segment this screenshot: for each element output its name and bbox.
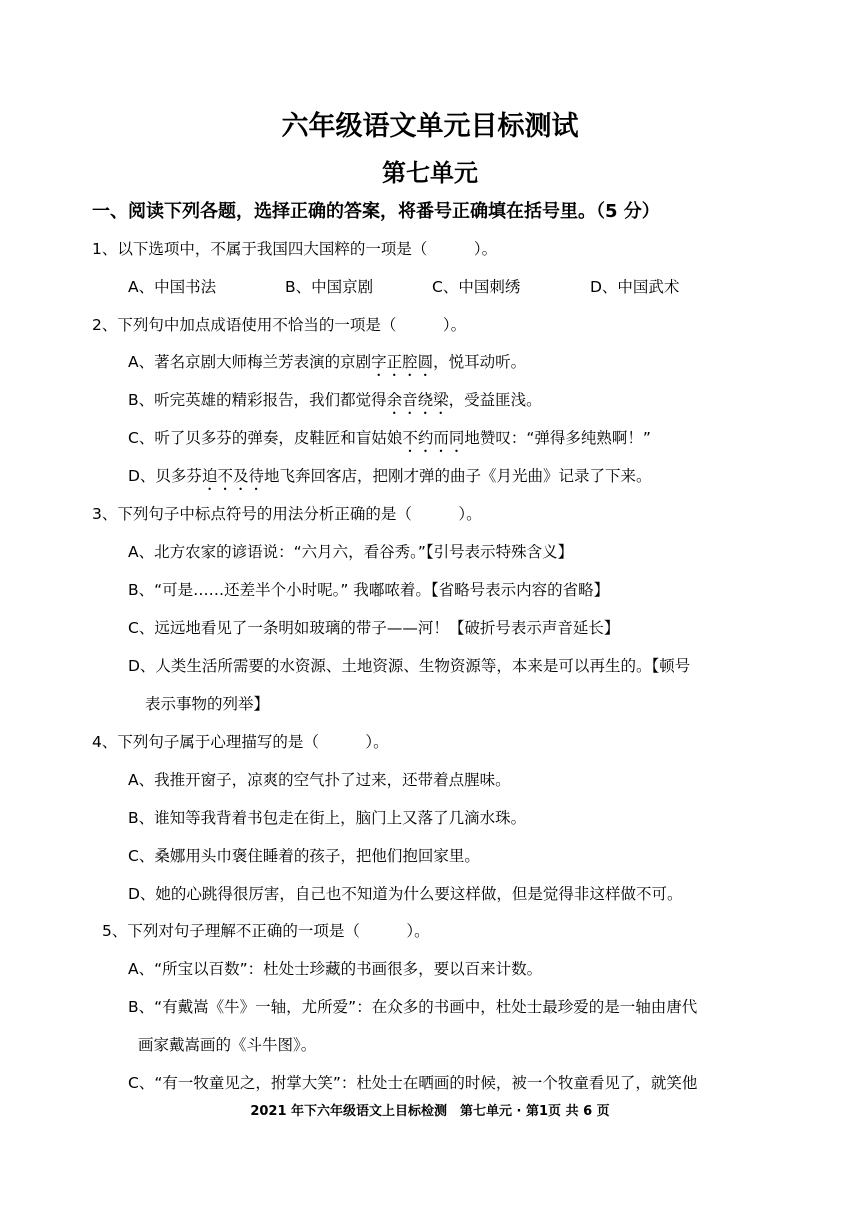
question-2-stem: 2、下列句中加点成语使用不恰当的一项是（ ）。 — [92, 316, 467, 334]
question-4-option-a: A、我推开窗子，凉爽的空气扑了过来，还带着点腥味。 — [128, 771, 511, 789]
question-4-option-c: C、桑娜用头巾褒住睡着的孩子，把他们抱回家里。 — [128, 847, 480, 865]
question-5-stem: 5、下列对句子理解不正确的一项是（ ）。 — [102, 922, 430, 940]
question-4-stem: 4、下列句子属于心理描写的是（ ）。 — [92, 733, 389, 751]
question-2-option-c: C、听了贝多芬的弹奏，皮鞋匠和盲姑娘不约而同地赞叹：“弹得多纯熟啊！” — [128, 429, 651, 447]
question-1-option-b: B、中国京剧 — [285, 278, 374, 296]
question-4-option-d: D、她的心跳得很厉害，自己也不知道为什么要这样做，但是觉得非这样做不可。 — [128, 885, 683, 903]
dotted-idiom: 迫不及待 — [201, 467, 264, 485]
question-5-option-b-continued: 画家戴嵩画的《斗牛图》。 — [138, 1036, 317, 1054]
question-3-stem: 3、下列句子中标点符号的用法分析正确的是（ ）。 — [92, 505, 482, 523]
dotted-idiom: 不约而同 — [402, 429, 465, 447]
page-title: 六年级语文单元目标测试 — [281, 111, 579, 142]
question-3-option-d: D、人类生活所需要的水资源、土地资源、生物资源等，本来是可以再生的。【顿号 — [128, 657, 691, 675]
question-5-option-c: C、“有一牧童见之，拊掌大笑”：杜处士在晒画的时候，被一个牧童看见了，就笑他 — [128, 1074, 698, 1092]
question-4-option-b: B、谁知等我背着书包走在街上，脑门上又落了几滴水珠。 — [128, 809, 527, 827]
question-1-option-a: A、中国书法 — [128, 278, 217, 296]
question-3-option-b: B、“可是……还差半个小时呢。” 我嘟哝着。【省略号表示内容的省略】 — [128, 581, 610, 599]
section-heading: 一、阅读下列各题，选择正确的答案，将番号正确填在括号里。（5 分） — [92, 201, 660, 222]
question-1-option-c: C、中国刺绣 — [432, 278, 521, 296]
dotted-idiom: 余音绕梁 — [386, 391, 449, 409]
question-1-option-d: D、中国武术 — [590, 278, 680, 296]
question-5-option-b: B、“有戴嵩《牛》一轴，尤所爱”：在众多的书画中，杜处士最珍爱的是一轴由唐代 — [128, 998, 698, 1016]
question-5-option-a: A、“所宝以百数”：杜处士珍藏的书画很多，要以百来计数。 — [128, 960, 543, 978]
question-3-option-a: A、北方农家的谚语说：“六月六，看谷秀。”【引号表示特殊含义】 — [128, 543, 574, 561]
question-3-option-c: C、远远地看见了一条明如玻璃的带子——河！【破折号表示声音延长】 — [128, 619, 620, 637]
page-footer: 2021 年下六年级语文上目标检测 第七单元 · 第1页 共 6 页 — [250, 1104, 610, 1119]
dotted-idiom: 字正腔圆 — [371, 353, 434, 371]
question-2-option-b: B、听完英雄的精彩报告，我们都觉得余音绕梁，受益匪浅。 — [128, 391, 542, 409]
question-1-stem: 1、以下选项中，不属于我国四大国粹的一项是（ ）。 — [92, 240, 498, 258]
unit-subtitle: 第七单元 — [382, 159, 478, 187]
question-3-option-d-continued: 表示事物的列举】 — [145, 695, 270, 713]
question-2-option-d: D、贝多芬迫不及待地飞奔回客店，把刚才弹的曲子《月光曲》记录了下来。 — [128, 467, 652, 485]
question-2-option-a: A、著名京剧大师梅兰芳表演的京剧字正腔圆，悦耳动听。 — [128, 353, 527, 371]
